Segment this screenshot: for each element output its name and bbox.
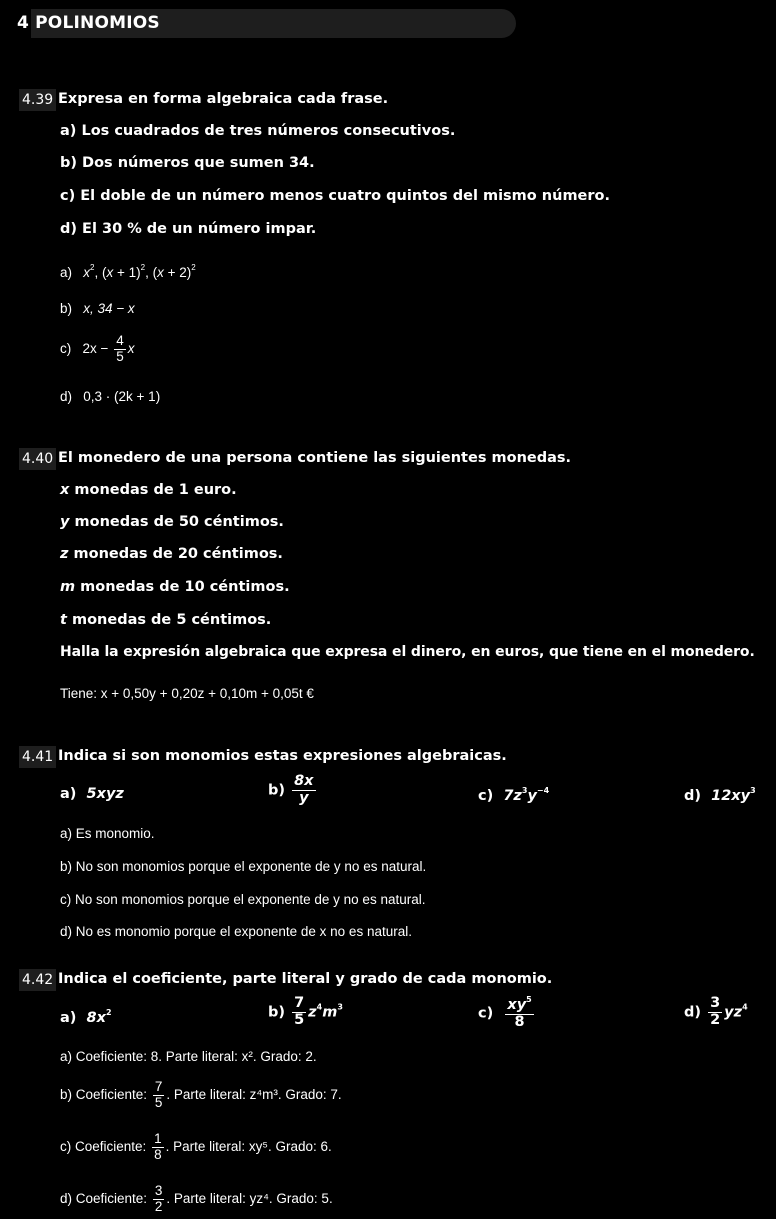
exercise-statement: Expresa en forma algebraica cada frase. [58, 91, 389, 107]
answer-label: c) [60, 340, 72, 356]
exercise-statement: Indica si son monomios estas expresiones algebraicas. [58, 748, 507, 764]
answer-d [60, 389, 160, 404]
exercise-question: Halla la expresión algebraica que expresa el dinero, en euros, que tiene en el monedero. [60, 644, 755, 660]
fraction: $\frac{xy^5}{8}$ [507, 995, 532, 1030]
coin-line: x monedas de 1 euro. [60, 482, 237, 498]
exercise-statement: Indica el coeficiente, parte literal y grado de cada monomio. [58, 971, 553, 987]
option-d: d) $12xy^3$ [684, 786, 756, 804]
answer-c [60, 334, 134, 365]
fraction: $\frac{7}{5}$ [154, 1079, 163, 1110]
answer-b: b) Coeficiente: $\frac{7}{5}$ . Parte literal: z⁴m³. Grado: 7. [60, 1079, 342, 1110]
option-c: c) $\frac{xy^5}{8}$ [478, 995, 532, 1030]
exercise-number: 4.40 [19, 448, 56, 470]
answer-a: a) Es monomio. [60, 826, 155, 841]
answer-c-post: x [127, 340, 135, 356]
coin-line: z monedas de 20 céntimos. [60, 546, 283, 562]
item-a: a) Los cuadrados de tres números consecutivos. [60, 123, 456, 139]
exercise-statement: El monedero de una persona contiene las siguientes monedas. [58, 450, 572, 466]
chapter-header [0, 9, 516, 38]
item-d: d) El 30 % de un número impar. [60, 221, 317, 237]
exercise-number: 4.41 [19, 746, 56, 768]
fraction: $\frac{8x}{y}$ [294, 773, 314, 806]
item-c: c) El doble de un número menos cuatro quintos del mismo número. [60, 188, 611, 204]
exercise-answer: Tiene: x + 0,50y + 0,20z + 0,10m + 0,05t € [60, 686, 314, 701]
answer-d-text: 0,3 · (2k + 1) [83, 389, 161, 404]
exercise-number: 4.39 [19, 89, 56, 111]
exercise-number: 4.42 [19, 969, 56, 991]
answer-d: d) Coeficiente: $\frac{3}{2}$ . Parte literal: yz⁴. Grado: 5. [60, 1183, 333, 1214]
answer-label: d) [60, 389, 73, 404]
item-b: b) Dos números que sumen 34. [60, 155, 315, 171]
option-c: c) $7z^3y^{-4}$ [478, 786, 550, 804]
answer-c-pre: 2x − [82, 340, 109, 356]
answer-b-text: x, 34 − x [83, 301, 135, 316]
answer-a: a) Coeficiente: 8. Parte literal: x². Grado: 2. [60, 1049, 317, 1064]
coin-line: m monedas de 10 céntimos. [60, 579, 290, 595]
answer-label: a) [60, 265, 73, 280]
answer-b: b) No son monomios porque el exponente de y no es natural. [60, 859, 427, 874]
answer-c: c) No son monomios porque el exponente de y no es natural. [60, 892, 426, 907]
fraction: $\frac{3}{2}$ [154, 1183, 163, 1214]
answer-c: c) Coeficiente: $\frac{1}{8}$ . Parte literal: xy⁵. Grado: 6. [60, 1131, 332, 1162]
fraction: $\frac{7}{5}$ [294, 995, 305, 1028]
fraction: $\frac{3}{2}$ [710, 995, 721, 1028]
chapter-title: 4 POLINOMIOS [17, 13, 160, 33]
coin-line: y monedas de 50 céntimos. [60, 514, 284, 530]
option-d: d) $\frac{3}{2}$ $yz^4$ [684, 995, 748, 1028]
fraction: $\frac{1}{8}$ [154, 1131, 162, 1162]
answer-b [60, 301, 135, 316]
answer-d: d) No es monomio porque el exponente de x no es natural. [60, 924, 412, 939]
answer-label: b) [60, 301, 73, 316]
answer-a: a) $x^2$, $(x + 1)^2$, $(x + 2)^2$ [60, 263, 196, 280]
option-b: b) $\frac{8x}{y}$ [268, 773, 314, 806]
fraction: $\frac{4}{5}$ [116, 333, 124, 364]
option-b: b) $\frac{7}{5}$ $z^4m^3$ [268, 995, 343, 1028]
coin-line: t monedas de 5 céntimos. [60, 612, 272, 628]
option-a: a) 5xyz [60, 786, 124, 802]
option-a: a) $8x^2$ [60, 1008, 112, 1026]
